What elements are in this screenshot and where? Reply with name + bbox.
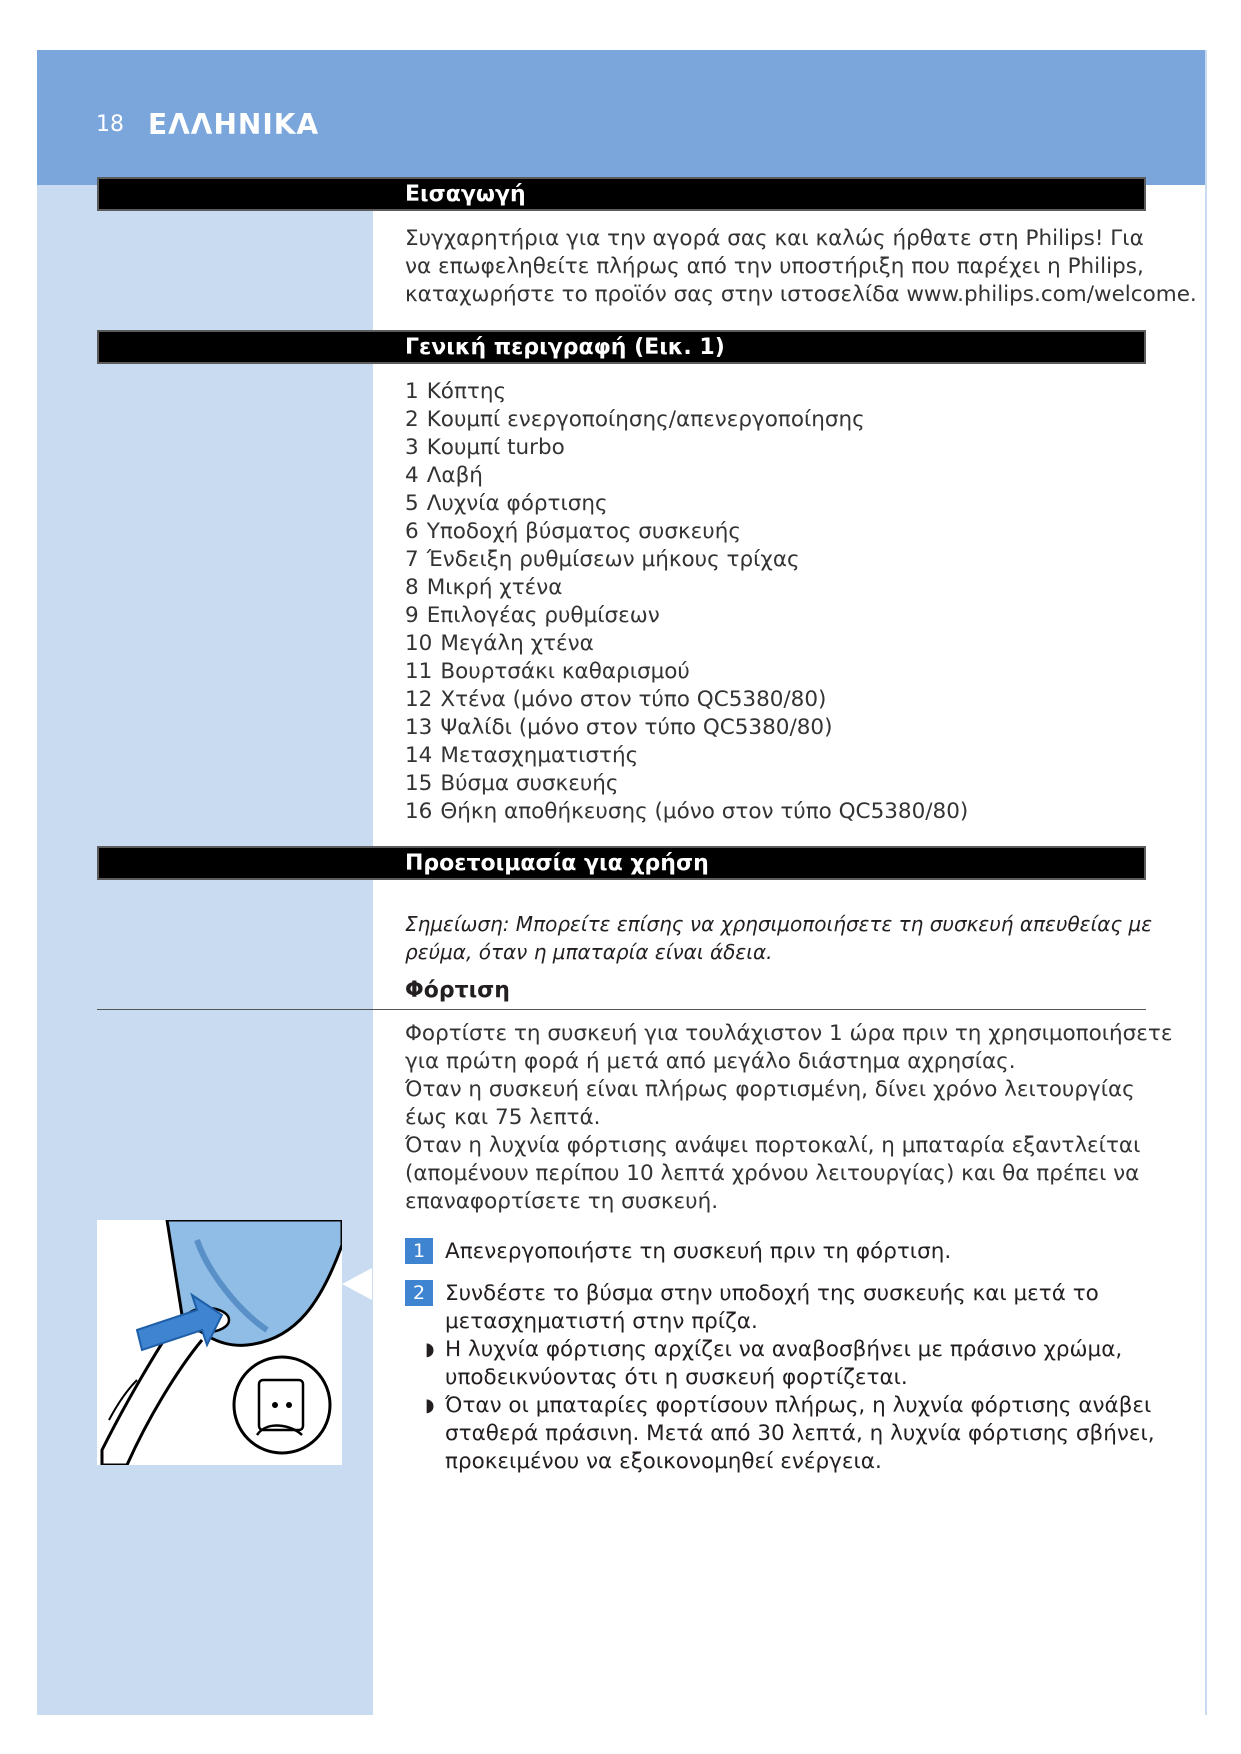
text-line: Όταν η συσκευή είναι πλήρως φορτισμένη, δίνει χρόνο λειτουργίας <box>405 1077 1135 1102</box>
text-line: μετασχηματιστή στην πρίζα. <box>445 1309 758 1334</box>
list-item <box>405 714 968 742</box>
list-item <box>405 742 968 770</box>
list-item <box>405 406 968 434</box>
text-line: σταθερά πράσινη. Μετά από 30 λεπτά, η λυχνία φόρτισης σβήνει, <box>445 1421 1155 1446</box>
item-number: 5 <box>405 491 419 516</box>
item-number: 4 <box>405 463 419 488</box>
list-item <box>405 770 968 798</box>
step-text <box>445 1280 1099 1336</box>
text-line: (απομένουν περίπου 10 λεπτά χρόνου λειτουργίας) και θα πρέπει να <box>405 1161 1140 1186</box>
item-text: Μεγάλη χτένα <box>440 631 594 656</box>
left-margin-band <box>37 185 373 1715</box>
subheading-charging: Φόρτιση <box>405 978 510 1003</box>
text-line: προκειμένου να εξοικονομηθεί ενέργεια. <box>445 1449 882 1474</box>
item-text: Βουρτσάκι καθαρισμού <box>440 659 690 684</box>
item-number: 16 <box>405 799 433 824</box>
right-edge-band <box>1205 50 1207 1715</box>
text-line: Όταν η λυχνία φόρτισης ανάψει πορτοκαλί, η μπαταρία εξαντλείται <box>405 1133 1141 1158</box>
list-item <box>405 546 968 574</box>
illustration-svg <box>97 1220 342 1465</box>
note-text <box>405 910 1152 966</box>
text-line: να επωφεληθείτε πλήρως από την υποστήριξη που παρέχει η Philips, <box>405 254 1144 279</box>
item-text: Υποδοχή βύσματος συσκευής <box>426 519 741 544</box>
list-item <box>405 518 968 546</box>
item-number: 6 <box>405 519 419 544</box>
list-item <box>405 798 968 826</box>
list-item <box>405 686 968 714</box>
page-number: 18 <box>96 112 124 137</box>
item-number: 1 <box>405 379 419 404</box>
item-number: 7 <box>405 547 419 572</box>
text-line: καταχωρήστε το προϊόν σας στην ιστοσελίδα www.philips.com/welcome. <box>405 282 1197 307</box>
list-item <box>405 462 968 490</box>
callout-pointer <box>342 1268 372 1300</box>
divider <box>97 1009 1146 1010</box>
item-number: 2 <box>405 407 419 432</box>
parts-list <box>405 378 968 826</box>
step-text: Απενεργοποιήστε τη συσκευή πριν τη φόρτιση. <box>445 1239 952 1264</box>
section-bar-description <box>97 330 1146 364</box>
item-text: Μικρή χτένα <box>426 575 563 600</box>
item-number: 11 <box>405 659 433 684</box>
text-line: υποδεικνύοντας ότι η συσκευή φορτίζεται. <box>445 1365 908 1390</box>
list-item <box>405 602 968 630</box>
step-number: 2 <box>405 1280 433 1306</box>
section-bar-preparing <box>97 846 1146 880</box>
item-text: Βύσμα συσκευής <box>440 771 619 796</box>
item-number: 9 <box>405 603 419 628</box>
result-arrow-icon: ◗ <box>425 1395 435 1416</box>
language-title: ΕΛΛΗΝΙΚΑ <box>148 108 320 141</box>
item-text: Ψαλίδι (μόνο στον τύπο QC5380/80) <box>440 715 833 740</box>
list-item <box>405 434 968 462</box>
list-item <box>405 630 968 658</box>
item-text: Κουμπί ενεργοποίησης/απενεργοποίησης <box>426 407 865 432</box>
list-item <box>405 490 968 518</box>
item-number: 12 <box>405 687 433 712</box>
text-line: Η λυχνία φόρτισης αρχίζει να αναβοσβήνει με πράσινο χρώμα, <box>445 1337 1123 1362</box>
step-number: 1 <box>405 1238 433 1264</box>
item-text: Κόπτης <box>426 379 507 404</box>
text-line: Συγχαρητήρια για την αγορά σας και καλώς ήρθατε στη Philips! Για <box>405 226 1144 251</box>
item-text: Χτένα (μόνο στον τύπο QC5380/80) <box>440 687 827 712</box>
text-line: ρεύμα, όταν η μπαταρία είναι άδεια. <box>405 940 773 964</box>
item-text: Ένδειξη ρυθμίσεων μήκους τρίχας <box>426 547 800 572</box>
item-number: 10 <box>405 631 433 656</box>
text-line: για πρώτη φορά ή μετά από μεγάλο διάστημα αχρησίας. <box>405 1049 1016 1074</box>
list-item <box>405 574 968 602</box>
item-text: Θήκη αποθήκευσης (μόνο στον τύπο QC5380/80) <box>440 799 969 824</box>
item-text: Μετασχηματιστής <box>440 743 639 768</box>
text-line: Συνδέστε το βύσμα στην υποδοχή της συσκευής και μετά το <box>445 1281 1099 1306</box>
item-number: 14 <box>405 743 433 768</box>
list-item <box>405 378 968 406</box>
text-line: Όταν οι μπαταρίες φορτίσουν πλήρως, η λυχνία φόρτισης ανάβει <box>445 1393 1152 1418</box>
item-text: Λαβή <box>426 463 483 488</box>
section-title-description: Γενική περιγραφή (Εικ. 1) <box>405 335 725 360</box>
text-line: Φορτίστε τη συσκευή για τουλάχιστον 1 ώρα πριν τη χρησιμοποιήσετε <box>405 1021 1173 1046</box>
item-number: 8 <box>405 575 419 600</box>
list-item <box>405 658 968 686</box>
item-text: Λυχνία φόρτισης <box>426 491 608 516</box>
section-bar-intro <box>97 177 1146 211</box>
item-text: Επιλογέας ρυθμίσεων <box>426 603 660 628</box>
charging-illustration <box>97 1220 342 1465</box>
item-number: 15 <box>405 771 433 796</box>
charging-text <box>405 1020 1173 1216</box>
item-number: 13 <box>405 715 433 740</box>
section-title-preparing: Προετοιμασία για χρήση <box>405 851 709 876</box>
text-line: έως και 75 λεπτά. <box>405 1105 601 1130</box>
item-text: Κουμπί turbo <box>426 435 565 460</box>
result-arrow-icon: ◗ <box>425 1339 435 1360</box>
text-line: Σημείωση: Μπορείτε επίσης να χρησιμοποιήσετε τη συσκευή απευθείας με <box>405 912 1153 936</box>
item-number: 3 <box>405 435 419 460</box>
intro-text <box>405 225 1197 309</box>
text-line: επαναφορτίσετε τη συσκευή. <box>405 1189 719 1214</box>
section-title-intro: Εισαγωγή <box>405 182 526 207</box>
